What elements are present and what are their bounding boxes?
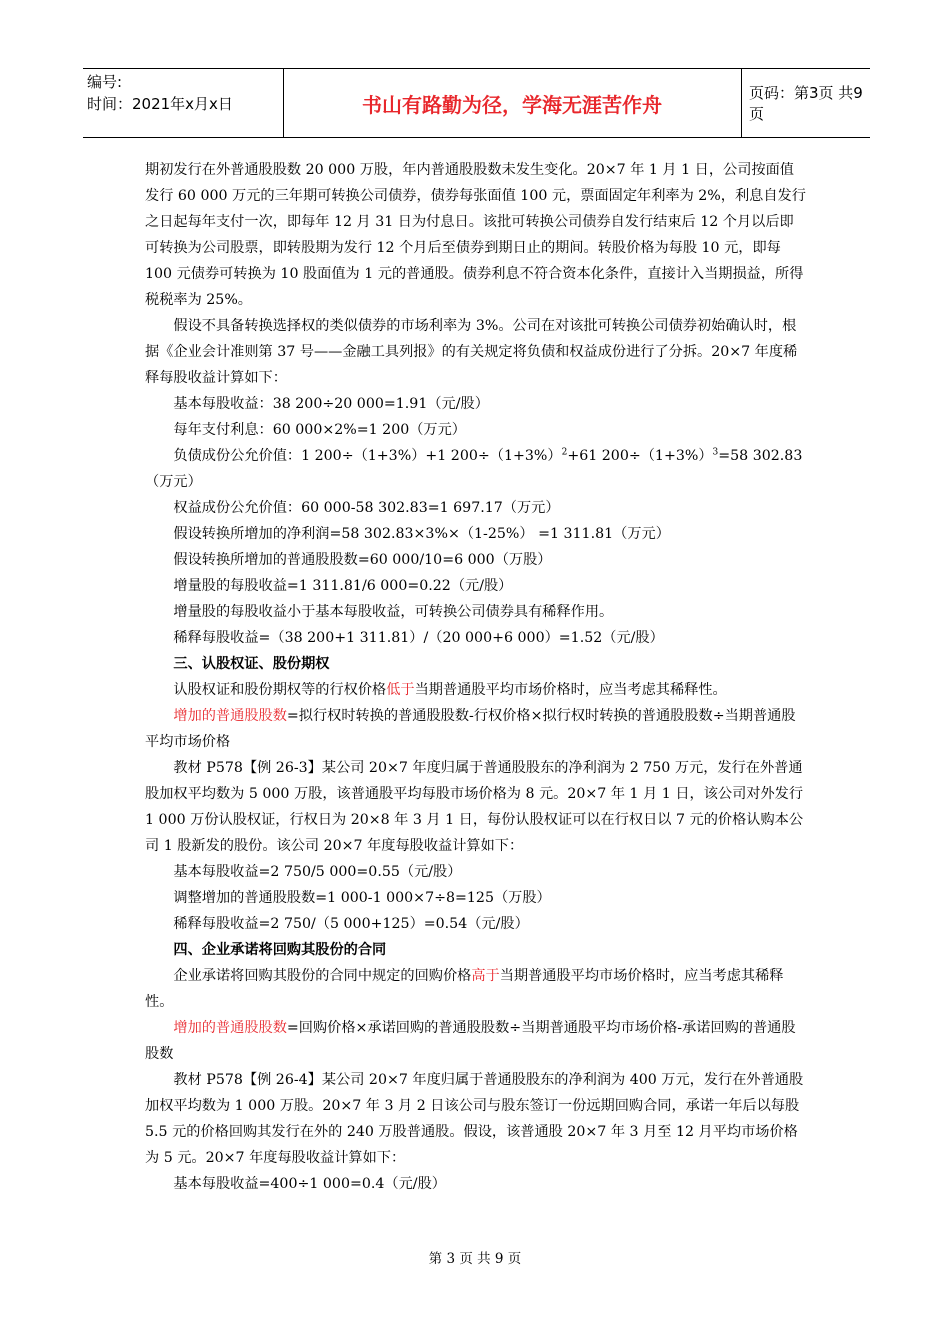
section-heading: 四、企业承诺将回购其股份的合同 (173, 942, 387, 958)
formula (145, 1015, 807, 1067)
text: 认股权证和股份期权等的行权价格 (173, 682, 387, 698)
calc-line: 增量股的每股收益=1 311.81/6 000=0.22（元/股） (173, 578, 513, 594)
text: 当期普通股平均市场价格时，应当考虑其稀释性。 (145, 968, 784, 1010)
paragraph (145, 677, 807, 703)
calc-line: 增量股的每股收益小于基本每股收益，可转换公司债券具有稀释作用。 (173, 604, 614, 620)
calc-line: 基本每股收益：38 200÷20 000=1.91（元/股） (173, 396, 489, 412)
page-footer: 第 3 页 共 9 页 (428, 1251, 522, 1267)
calc-line: 每年支付利息：60 000×2%=1 200（万元） (173, 422, 466, 438)
calc-text: =58 302.83（万元） (145, 448, 803, 490)
section-heading: 三、认股权证、股份期权 (173, 656, 330, 672)
paragraph: 假设不具备转换选择权的类似债券的市场利率为 3%。公司在对该批可转换公司债券初始确认时，根据《企业会计准则第 37 号——金融工具列报》的有关规定将负债和权益成份进行了分拆。20×7 年度稀释每股收益计算如下： (145, 318, 798, 386)
highlight-text: 增加的普通股股数 (173, 708, 287, 724)
highlight-text: 增加的普通股股数 (173, 1020, 287, 1036)
page-header (83, 68, 870, 138)
text: 企业承诺将回购其股份的合同中规定的回购价格 (173, 968, 472, 984)
paragraph: 期初发行在外普通股股数 20 000 万股，年内普通股股数未发生变化。20×7 年 1 月 1 日，公司按面值发行 60 000 万元的三年期可转换公司债券，债券每张面值 100 元，票面固定年利率为 2%，利息自发行之日起每年支付一次，即每年 12 月 31 日为付息日。该批可转换公司债券自发行结束后 12 个月以后即可转换为公司股票，即转股期为发行 12 个月后至债券到期日止的期间。转股价格为每股 10 元，即每 100 元债券可转换为 10 股面值为 1 元的普通股。债券利息不符合资本化条件，直接计入当期损益，所得税税率为 25%。 (145, 162, 806, 308)
calc-line: 稀释每股收益=2 750/（5 000+125）=0.54（元/股） (173, 916, 529, 932)
calc-line (145, 443, 807, 495)
highlight-text: 低于 (386, 682, 415, 698)
calc-line: 调整增加的普通股股数=1 000-1 000×7÷8=125（万股） (173, 890, 551, 906)
calc-text: +61 200÷（1+3%） (567, 448, 713, 464)
calc-line: 基本每股收益=400÷1 000=0.4（元/股） (173, 1176, 446, 1192)
calc-line: 假设转换所增加的普通股股数=60 000/10=6 000（万股） (173, 552, 552, 568)
text: =拟行权时转换的普通股股数-行权价格×拟行权时转换的普通股股数÷当期普通股平均市场价格 (145, 708, 796, 750)
text: 当期普通股平均市场价格时，应当考虑其稀释性。 (414, 682, 727, 698)
paragraph (145, 963, 807, 1015)
calc-line: 假设转换所增加的净利润=58 302.83×3%×（1-25%） =1 311.81（万元） (173, 526, 670, 542)
header-meta (87, 71, 233, 115)
document-body (145, 157, 807, 1197)
exponent: 2 (561, 447, 568, 458)
calc-line: 稀释每股收益=（38 200+1 311.81）/（20 000+6 000）=1.52（元/股） (173, 630, 664, 646)
highlight-text: 高于 (471, 968, 500, 984)
calc-text: 负债成份公允价值：1 200÷（1+3%）+1 200÷（1+3%） (173, 448, 562, 464)
text: =回购价格×承诺回购的普通股股数÷当期普通股平均市场价格-承诺回购的普通股股数 (145, 1020, 796, 1062)
time-label: 时间：2021年x月x日 (87, 95, 233, 113)
number-label: 编号: (87, 73, 123, 91)
header-page-info: 页码：第3页 共9页 (749, 84, 863, 123)
header-motto: 书山有路勤为径，学海无涯苦作舟 (362, 92, 662, 117)
header-divider (741, 69, 742, 137)
calc-line: 基本每股收益=2 750/5 000=0.55（元/股） (173, 864, 462, 880)
exponent: 3 (712, 447, 719, 458)
example-paragraph: 教材 P578【例 26-4】某公司 20×7 年度归属于普通股股东的净利润为 400 万元，发行在外普通股加权平均数为 1 000 万股。20×7 年 3 月 2 日该公司与股东签订一份远期回购合同，承诺一年后以每股 5.5 元的价格回购其发行在外的 240 万股普通股。假设，该普通股 20×7 年 3 月至 12 月平均市场价格为 5 元。20×7 年度每股收益计算如下： (145, 1072, 804, 1166)
formula (145, 703, 807, 755)
calc-line: 权益成份公允价值：60 000-58 302.83=1 697.17（万元） (173, 500, 560, 516)
example-paragraph: 教材 P578【例 26-3】某公司 20×7 年度归属于普通股股东的净利润为 2 750 万元，发行在外普通股加权平均数为 5 000 万股，该普通股平均每股市场价格为 8 元。20×7 年 1 月 1 日，该公司对外发行 1 000 万份认股权证，行权日为 20×8 年 3 月 1 日，每份认股权证可以在行权日以 7 元的价格认购本公司 1 股新发的股份。该公司 20×7 年度每股收益计算如下： (145, 760, 804, 854)
